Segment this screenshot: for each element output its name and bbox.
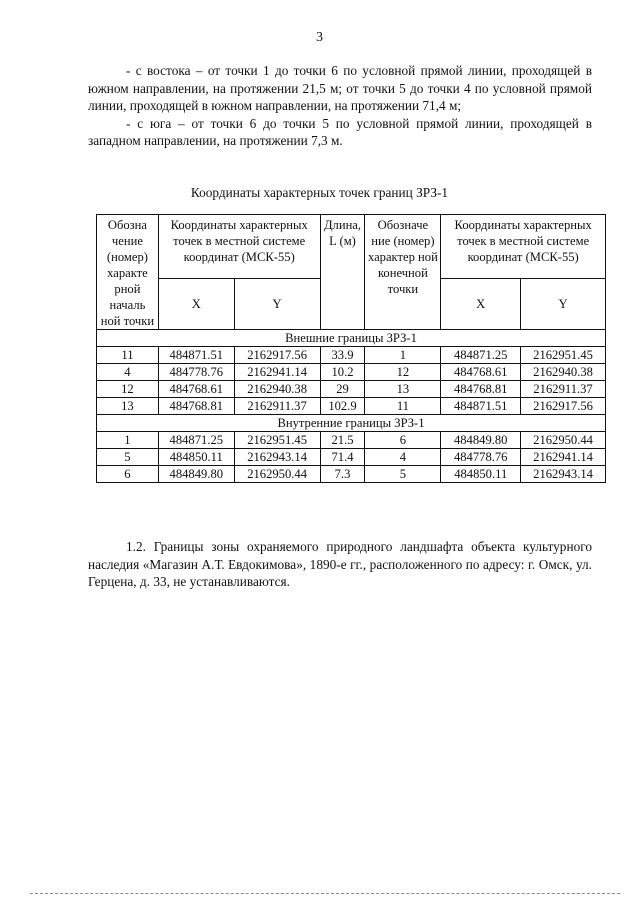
header-coords-end: Координаты характерных точек в местной системе координат (МСК-55)	[441, 215, 606, 279]
table-cell: 484778.76	[158, 364, 234, 381]
table-cell: 484871.25	[158, 432, 234, 449]
table-row	[97, 347, 606, 364]
table-cell: 2162940.38	[521, 364, 606, 381]
table-cell: 484768.61	[158, 381, 234, 398]
table-cell: 2162950.44	[234, 466, 320, 483]
scan-edge-line	[30, 893, 620, 894]
table-cell: 71.4	[320, 449, 365, 466]
footer-paragraph: 1.2. Границы зоны охраняемого природного ландшафта объекта культурного наследия «Магазин А.Т. Евдокимова», 1890-е гг., расположенного по адресу: г. Омск, ул. Герцена, д. 33, не устанавливаются.	[88, 539, 592, 589]
table-cell: 484871.51	[158, 347, 234, 364]
table-cell: 2162911.37	[234, 398, 320, 415]
table-cell: 11	[97, 347, 159, 364]
table-cell: 1	[365, 347, 441, 364]
intro-text	[88, 62, 592, 150]
table-cell: 484778.76	[441, 449, 521, 466]
table-cell: 2162940.38	[234, 381, 320, 398]
table-cell: 2162941.14	[234, 364, 320, 381]
table-cell: 6	[365, 432, 441, 449]
table-title: Координаты характерных точек границ ЗРЗ-1	[190, 185, 449, 200]
table-cell: 484850.11	[441, 466, 521, 483]
table-row	[97, 466, 606, 483]
table-cell: 12	[365, 364, 441, 381]
table-row	[97, 449, 606, 466]
section-title: Внутренние границы ЗРЗ-1	[97, 415, 606, 432]
table-cell: 484850.11	[158, 449, 234, 466]
table-cell: 2162917.56	[521, 398, 606, 415]
table-cell: 12	[97, 381, 159, 398]
header-coords-start: Координаты характерных точек в местной системе координат (МСК-55)	[158, 215, 320, 279]
table-cell: 1	[97, 432, 159, 449]
coordinates-table	[96, 214, 606, 483]
south-boundary-paragraph: - с юга – от точки 6 до точки 5 по условной прямой линии, проходящей в западном направлении, на протяжении 7,3 м.	[88, 115, 592, 148]
table-cell: 2162943.14	[234, 449, 320, 466]
table-cell: 484871.25	[441, 347, 521, 364]
table-cell: 5	[97, 449, 159, 466]
table-cell: 5	[365, 466, 441, 483]
table-cell: 4	[97, 364, 159, 381]
table-cell: 7.3	[320, 466, 365, 483]
header-y-end: Y	[521, 279, 606, 330]
table-cell: 21.5	[320, 432, 365, 449]
table-cell: 11	[365, 398, 441, 415]
table-cell: 484768.81	[158, 398, 234, 415]
table-cell: 4	[365, 449, 441, 466]
section-row	[97, 330, 606, 347]
table-cell: 33.9	[320, 347, 365, 364]
table-cell: 484871.51	[441, 398, 521, 415]
table-cell: 484768.61	[441, 364, 521, 381]
table-cell: 484849.80	[158, 466, 234, 483]
header-y-start: Y	[234, 279, 320, 330]
table-cell: 2162917.56	[234, 347, 320, 364]
table-cell: 6	[97, 466, 159, 483]
table-cell: 13	[97, 398, 159, 415]
table-cell: 13	[365, 381, 441, 398]
east-boundary-paragraph: - с востока – от точки 1 до точки 6 по условной прямой линии, проходящей в южном направлении, на протяжении 21,5 м; от точки 5 до точки 4 по условной прямой линии, проходящей в южном направлении, на протяжении 71,4 м;	[88, 63, 592, 113]
header-start-point: Обозна чение (номер) характе рной началь ной точки	[97, 215, 159, 330]
table-cell: 484849.80	[441, 432, 521, 449]
table-cell: 484768.81	[441, 381, 521, 398]
table-cell: 2162941.14	[521, 449, 606, 466]
header-length: Длина, L (м)	[320, 215, 365, 330]
table-cell: 2162950.44	[521, 432, 606, 449]
section-title: Внешние границы ЗРЗ-1	[97, 330, 606, 347]
header-end-point: Обозначе ние (номер) характер ной конечной точки	[365, 215, 441, 330]
table-cell: 102.9	[320, 398, 365, 415]
table-cell: 2162911.37	[521, 381, 606, 398]
table-row	[97, 381, 606, 398]
page-number: 3	[316, 30, 323, 45]
table-row	[97, 398, 606, 415]
table-cell: 2162943.14	[521, 466, 606, 483]
table-cell: 29	[320, 381, 365, 398]
table-cell: 2162951.45	[521, 347, 606, 364]
section-row	[97, 415, 606, 432]
table-row	[97, 432, 606, 449]
table-row	[97, 364, 606, 381]
header-x-end: X	[441, 279, 521, 330]
header-x-start: X	[158, 279, 234, 330]
table-cell: 10.2	[320, 364, 365, 381]
table-cell: 2162951.45	[234, 432, 320, 449]
